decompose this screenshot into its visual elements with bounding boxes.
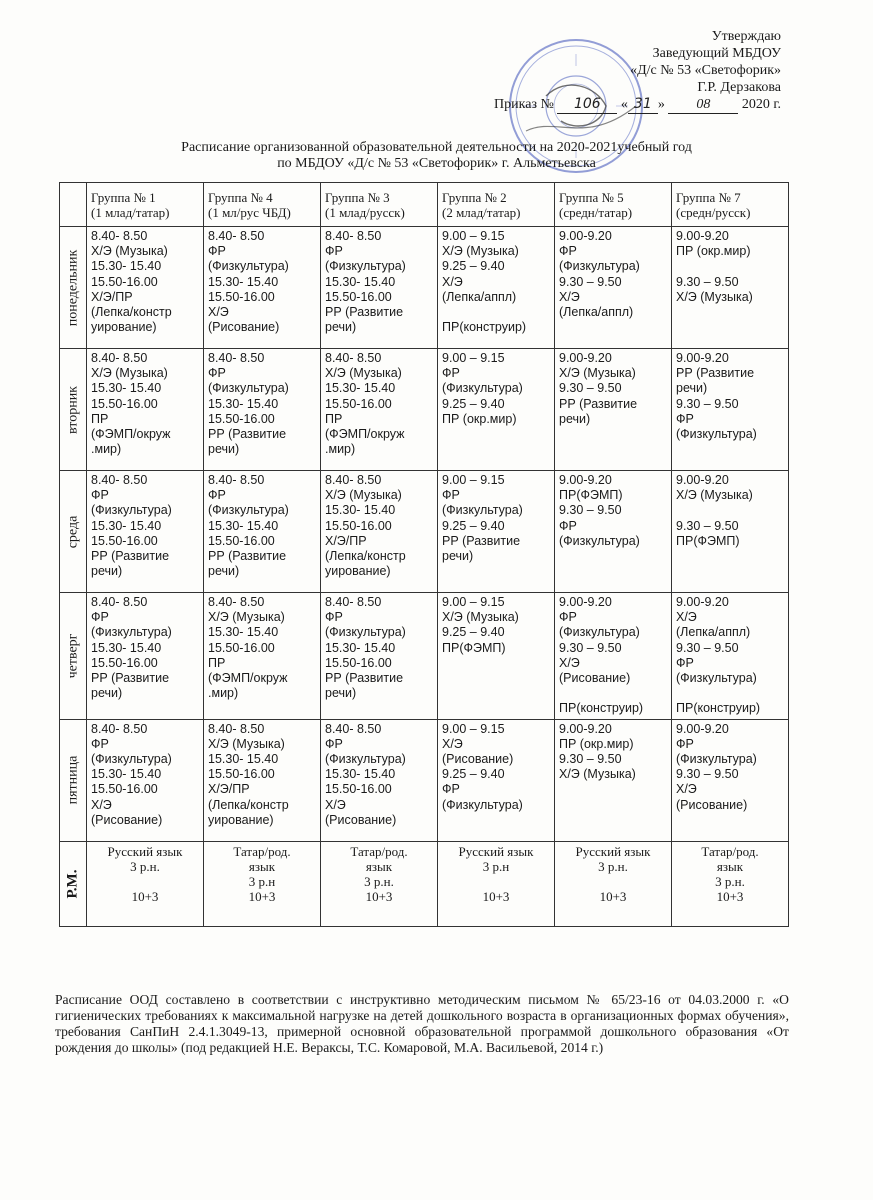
schedule-cell <box>87 719 204 841</box>
group-name: Группа № 3 <box>325 189 390 205</box>
schedule-cell <box>87 349 204 471</box>
schedule-cell-text: 8.40- 8.50 ФР (Физкультура) 15.30- 15.40 15.50-16.00 РР (Развитие речи) <box>208 351 289 457</box>
day-label: пятница <box>65 755 81 805</box>
schedule-cell-text: 9.00 – 9.15 ФР (Физкультура) 9.25 – 9.40 РР (Развитие речи) <box>442 473 523 564</box>
schedule-cell-text: 8.40- 8.50 Х/Э (Музыка) 15.30- 15.40 15.50-16.00 Х/Э/ПР (Лепка/констр уирование) <box>91 229 172 335</box>
day-label-cell <box>60 349 87 471</box>
schedule-cell-text: 9.00-9.20 Х/Э (Музыка) 9.30 – 9.50 РР (Развитие речи) <box>559 351 638 426</box>
order-number: 106 <box>557 96 617 114</box>
group-subtitle: (1 млад/русск) <box>325 204 405 220</box>
rm-label-cell <box>60 841 87 926</box>
schedule-cell <box>672 227 789 349</box>
corner-cell <box>60 183 87 227</box>
schedule-cell-text: 9.00-9.20 Х/Э (Лепка/аппл) 9.30 – 9.50 ФР (Физкультура) ПР(конструир) <box>676 595 761 716</box>
footer-note: Расписание ООД составлено в соответствии с инструктивно методическим письмом № 65/23-16 от 04.03.2000 г. «О гигиенических требованиях к максимальной нагрузке на детей дошкольного возраста в организационных формах обучения», требования СанПиН 2.4.1.3049-13, примерной основной образовательной программой дошкольного образования «От рождения до школы» (под редакцией Н.Е. Вераксы, Т.С. Комаровой, М.А. Васильевой, 2014 г.) <box>55 992 789 1055</box>
schedule-cell <box>555 593 672 720</box>
rm-cell <box>438 841 555 926</box>
rm-cell-text: Русский язык 3 р.н 10+3 <box>458 843 534 905</box>
rm-cell-text: Русский язык 3 р.н. 10+3 <box>575 843 651 905</box>
schedule-cell-text: 8.40- 8.50 ФР (Физкультура) 15.30- 15.40 15.50-16.00 Х/Э (Рисование) <box>208 229 289 335</box>
approve-heading: Утверждаю <box>711 29 781 44</box>
schedule-cell <box>321 719 438 841</box>
schedule-cell-text: 8.40- 8.50 Х/Э (Музыка) 15.30- 15.40 15.50-16.00 ПР (ФЭМП/окруж .мир) <box>91 351 171 457</box>
schedule-cell-text: 8.40- 8.50 ФР (Физкультура) 15.30- 15.40 15.50-16.00 РР (Развитие речи) <box>325 595 406 701</box>
title-line-1: Расписание организованной образовательной деятельности на 2020-2021учебный год <box>181 140 692 155</box>
day-label-cell <box>60 719 87 841</box>
schedule-cell <box>204 471 321 593</box>
schedule-cell-text: 9.00-9.20 РР (Развитие речи) 9.30 – 9.50 ФР (Физкультура) <box>676 351 757 442</box>
schedule-cell <box>87 593 204 720</box>
schedule-cell <box>438 719 555 841</box>
schedule-cell <box>204 593 321 720</box>
schedule-cell <box>204 349 321 471</box>
schedule-cell <box>438 227 555 349</box>
schedule-cell <box>204 719 321 841</box>
group-header <box>555 183 672 227</box>
order-day: 31 <box>628 96 658 114</box>
schedule-cell-text: 9.00-9.20 ПР (окр.мир) 9.30 – 9.50 Х/Э (Музыка) <box>676 229 753 304</box>
schedule-cell-text: 8.40- 8.50 Х/Э (Музыка) 15.30- 15.40 15.50-16.00 Х/Э/ПР (Лепка/констр уирование) <box>325 473 406 579</box>
group-name: Группа № 5 <box>559 189 624 205</box>
group-header <box>321 183 438 227</box>
order-prefix: Приказ № <box>494 97 554 112</box>
day-label-cell <box>60 471 87 593</box>
day-label: среда <box>65 515 81 548</box>
title-line-2: по МБДОУ «Д/с № 53 «Светофорик» г. Альметьевска <box>277 156 596 171</box>
document-title <box>0 140 873 172</box>
rm-row <box>60 841 789 926</box>
group-header <box>438 183 555 227</box>
schedule-cell <box>555 471 672 593</box>
group-name: Группа № 2 <box>442 189 507 205</box>
schedule-cell-text: 8.40- 8.50 Х/Э (Музыка) 15.30- 15.40 15.50-16.00 ПР (ФЭМП/окруж .мир) <box>208 595 288 701</box>
schedule-cell <box>321 471 438 593</box>
day-row <box>60 227 789 349</box>
day-label-cell <box>60 227 87 349</box>
group-header <box>204 183 321 227</box>
schedule-cell <box>321 349 438 471</box>
rm-cell-text: Русский язык 3 р.н. 10+3 <box>107 843 183 905</box>
day-row <box>60 719 789 841</box>
day-label-cell <box>60 593 87 720</box>
schedule-cell-text: 8.40- 8.50 ФР (Физкультура) 15.30- 15.40 15.50-16.00 Х/Э (Рисование) <box>91 721 172 827</box>
schedule-cell-text: 8.40- 8.50 ФР (Физкультура) 15.30- 15.40 15.50-16.00 РР (Развитие речи) <box>91 473 172 579</box>
group-header <box>87 183 204 227</box>
day-row <box>60 349 789 471</box>
schedule-cell <box>672 719 789 841</box>
group-header <box>672 183 789 227</box>
order-line: Приказ № 106 « 31 » 08 2020 г. <box>494 96 781 112</box>
schedule-cell <box>672 471 789 593</box>
day-label: вторник <box>65 385 81 434</box>
rm-cell <box>555 841 672 926</box>
rm-cell-text: Татар/род. язык 3 р.н. 10+3 <box>350 843 408 905</box>
schedule-cell <box>672 593 789 720</box>
schedule-cell-text: 9.00-9.20 ФР (Физкультура) 9.30 – 9.50 Х/Э (Рисование) ПР(конструир) <box>559 595 644 716</box>
rm-cell <box>672 841 789 926</box>
schedule-cell <box>555 349 672 471</box>
order-year: 2020 г. <box>741 97 781 112</box>
schedule-cell-text: 9.00-9.20 Х/Э (Музыка) 9.30 – 9.50 ПР(ФЭМП) <box>676 473 753 548</box>
group-subtitle: (1 млад/татар) <box>91 204 170 220</box>
schedule-cell <box>438 471 555 593</box>
rm-cell-text: Татар/род. язык 3 р.н 10+3 <box>233 843 291 905</box>
schedule-cell <box>321 227 438 349</box>
schedule-cell-text: 9.00 – 9.15 Х/Э (Музыка) 9.25 – 9.40 ПР(ФЭМП) <box>442 595 519 655</box>
schedule-cell-text: 8.40- 8.50 ФР (Физкультура) 15.30- 15.40 15.50-16.00 РР (Развитие речи) <box>325 229 406 335</box>
day-label: четверг <box>65 633 81 679</box>
approval-block <box>494 28 781 114</box>
schedule-cell-text: 8.40- 8.50 ФР (Физкультура) 15.30- 15.40 15.50-16.00 РР (Развитие речи) <box>91 595 172 701</box>
schedule-cell-text: 8.40- 8.50 ФР (Физкультура) 15.30- 15.40 15.50-16.00 Х/Э (Рисование) <box>325 721 406 827</box>
rm-cell <box>204 841 321 926</box>
rm-cell-text: Татар/род. язык 3 р.н. 10+3 <box>701 843 759 905</box>
schedule-cell-text: 9.00-9.20 ФР (Физкультура) 9.30 – 9.50 Х/Э (Лепка/аппл) <box>559 229 640 320</box>
group-subtitle: (средн/татар) <box>559 204 633 220</box>
schedule-cell-text: 8.40- 8.50 ФР (Физкультура) 15.30- 15.40 15.50-16.00 РР (Развитие речи) <box>208 473 289 579</box>
rm-label: Р.М. <box>64 869 81 899</box>
schedule-cell <box>321 593 438 720</box>
schedule-cell <box>204 227 321 349</box>
group-name: Группа № 1 <box>91 189 156 205</box>
rm-cell <box>321 841 438 926</box>
institution-name: «Д/с № 53 «Светофорик» <box>630 63 781 78</box>
schedule-table <box>59 182 789 927</box>
rm-cell <box>87 841 204 926</box>
signer-name: Г.Р. Дерзакова <box>697 80 781 95</box>
group-subtitle: (1 мл/рус ЧБД) <box>208 204 291 220</box>
schedule-cell-text: 9.00-9.20 ФР (Физкультура) 9.30 – 9.50 Х/Э (Рисование) <box>676 721 757 812</box>
schedule-cell <box>555 719 672 841</box>
header-row <box>60 183 789 227</box>
schedule-cell <box>672 349 789 471</box>
schedule-cell <box>438 349 555 471</box>
schedule-cell-text: 8.40- 8.50 Х/Э (Музыка) 15.30- 15.40 15.50-16.00 Х/Э/ПР (Лепка/констр уирование) <box>208 721 289 827</box>
approver-position: Заведующий МБДОУ <box>652 46 781 61</box>
group-subtitle: (2 млад/татар) <box>442 204 521 220</box>
group-subtitle: (средн/русск) <box>676 204 751 220</box>
schedule-cell <box>87 227 204 349</box>
schedule-cell-text: 9.00 – 9.15 Х/Э (Музыка) 9.25 – 9.40 Х/Э (Лепка/аппл) ПР(конструир) <box>442 229 527 335</box>
day-row <box>60 471 789 593</box>
group-name: Группа № 7 <box>676 189 741 205</box>
schedule-cell-text: 9.00 – 9.15 ФР (Физкультура) 9.25 – 9.40 ПР (окр.мир) <box>442 351 523 426</box>
schedule-cell-text: 9.00 – 9.15 Х/Э (Рисование) 9.25 – 9.40 ФР (Физкультура) <box>442 721 523 812</box>
order-month: 08 <box>668 96 738 114</box>
day-label: понедельник <box>65 249 81 326</box>
group-name: Группа № 4 <box>208 189 273 205</box>
schedule-cell <box>438 593 555 720</box>
day-row <box>60 593 789 720</box>
schedule-cell-text: 9.00-9.20 ПР(ФЭМП) 9.30 – 9.50 ФР (Физкультура) <box>559 473 640 548</box>
schedule-cell <box>555 227 672 349</box>
schedule-cell-text: 9.00-9.20 ПР (окр.мир) 9.30 – 9.50 Х/Э (Музыка) <box>559 721 636 782</box>
schedule-cell-text: 8.40- 8.50 Х/Э (Музыка) 15.30- 15.40 15.50-16.00 ПР (ФЭМП/окруж .мир) <box>325 351 405 457</box>
schedule-cell <box>87 471 204 593</box>
